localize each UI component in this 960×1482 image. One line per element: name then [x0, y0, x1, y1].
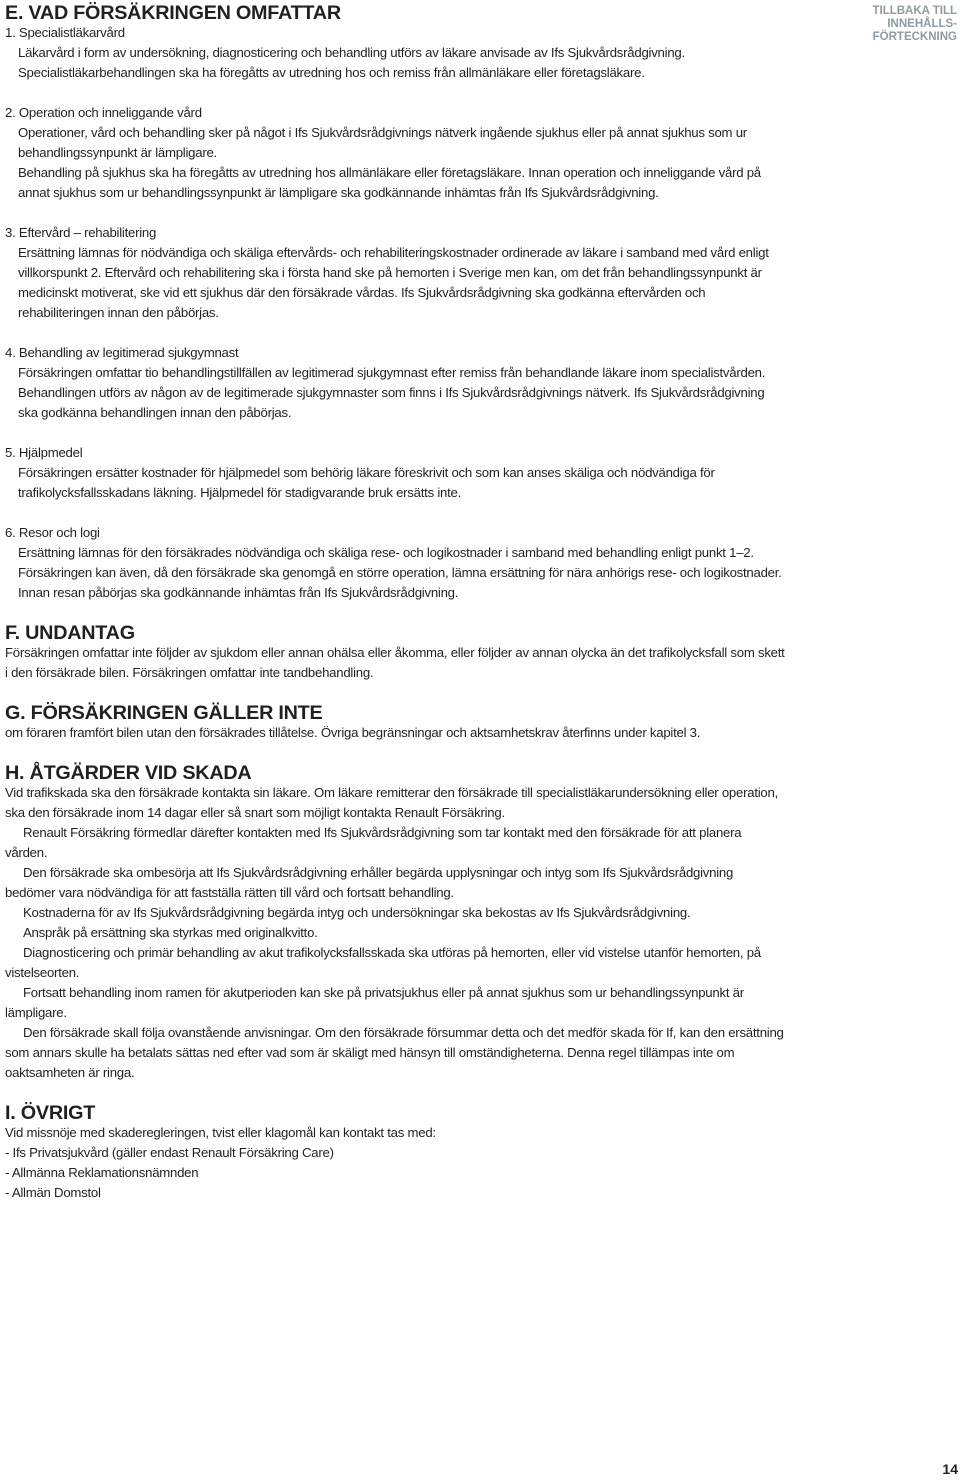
page-number: 14 — [942, 1461, 958, 1477]
back-to-toc-line3: FÖRTECKNING — [872, 31, 957, 43]
back-to-toc-link[interactable] — [867, 5, 957, 44]
paragraph: Renault Försäkring förmedlar därefter kontakten med Ifs Sjukvårdsrådgivning som tar kontakt med den försäkrade för att planera vården. — [5, 825, 742, 860]
subsection-travel — [5, 523, 785, 603]
paragraph: om föraren framfört bilen utan den försäkrades tillåtelse. Övriga begränsningar och aktsamhetskrav återfinns under kapitel 3. — [5, 725, 701, 740]
section-h — [5, 763, 785, 1083]
section-e — [5, 3, 785, 603]
paragraph: Läkarvård i form av undersökning, diagnosticering och behandling utförs av läkare anvisade av Ifs Sjukvårdsrådgivning. — [18, 45, 685, 60]
paragraph: Specialistläkarbehandlingen ska ha föregåtts av utredning hos och remiss från allmänläkare eller företagsläkare. — [18, 65, 645, 80]
subsection-title: 6. Resor och logi — [5, 525, 100, 540]
section-f-heading: F. UNDANTAG — [5, 622, 135, 644]
paragraph: Den försäkrade skall följa ovanstående anvisningar. Om den försäkrade försummar detta och det medför skada för If, kan den ersättning som annars skulle ha betalats sättas ned efter vad som är skäligt med hänsyn till omständigheterna. Denna regel tillämpas inte om oaktsamheten är ringa. — [5, 1025, 784, 1080]
list-item: - Allmänna Reklamationsnämnden — [5, 1165, 199, 1180]
subsection-physiotherapy — [5, 343, 785, 423]
subsection-operation — [5, 103, 785, 203]
section-i-heading: I. ÖVRIGT — [5, 1102, 96, 1124]
subsection-aftercare — [5, 223, 785, 323]
paragraph: Operationer, vård och behandling sker på något i Ifs Sjukvårdsrådgivnings nätverk ingående sjukhus eller på annat sjukhus som ur behandlingssynpunkt är lämpligare. — [18, 125, 747, 160]
subsection-title: 5. Hjälpmedel — [5, 445, 83, 460]
list-item: - Ifs Privatsjukvård (gäller endast Renault Försäkring Care) — [5, 1145, 334, 1160]
subsection-title: 3. Eftervård – rehabilitering — [5, 225, 157, 240]
paragraph: Försäkringen omfattar inte följder av sjukdom eller annan ohälsa eller åkomma, eller följder av annan olycka än det trafikolycksfall som skett i den försäkrade bilen. Försäkringen omfattar inte tandbehandling. — [5, 645, 785, 680]
paragraph: Vid trafikskada ska den försäkrade kontakta sin läkare. Om läkare remitterar den försäkrade till specialistläkarundersökning eller operation, ska den försäkrade inom 14 dagar eller så snart som möjligt kontakta Renault Försäkring. — [5, 785, 779, 820]
back-to-toc-line1: TILLBAKA TILL — [872, 5, 957, 17]
paragraph: Ersättning lämnas för den försäkrades nödvändiga och skäliga rese- och logikostnader i samband med behandling enligt punkt 1–2. Försäkringen kan även, då den försäkrade ska genomgå en större operation, lämna ersättning för nära anhörigs rese- och logikostnader. Innan resan påbörjas ska godkännande inhämtas från Ifs Sjukvårdsrådgivning. — [18, 545, 782, 600]
section-i — [5, 1103, 785, 1203]
paragraph: Försäkringen ersätter kostnader för hjälpmedel som behörig läkare föreskrivit och som kan anses skäliga och nödvändiga för trafikolycksfallsskadans läkning. Hjälpmedel för stadigvarande bruk ersätts inte. — [18, 465, 715, 500]
document-body — [5, 3, 785, 1223]
section-f — [5, 623, 785, 683]
paragraph: Behandling på sjukhus ska ha föregåtts av utredning hos allmänläkare eller företagsläkare. Innan operation och inneliggande vård på annat sjukhus som ur behandlingssynpunkt är lämpligare ska godkännande inhämtas från Ifs Sjukvårdsrådgivning. — [18, 165, 761, 200]
paragraph: Den försäkrade ska ombesörja att Ifs Sjukvårdsrådgivning erhåller begärda upplysningar och intyg som Ifs Sjukvårdsrådgivning bedömer vara nödvändiga för att fastställa rätten till vård och fortsatt behandling. — [5, 865, 734, 900]
paragraph: Försäkringen omfattar tio behandlingstillfällen av legitimerad sjukgymnast efter remiss från behandlande läkare inom specialistvården. Behandlingen utförs av någon av de legitimerade sjukgymnaster som finns i Ifs Sjukvårdsrådgivnings nätverk. Ifs Sjukvårdsrådgivning ska godkänna behandlingen innan den påbörjas. — [18, 365, 766, 420]
section-g — [5, 703, 785, 743]
paragraph: Kostnaderna för av Ifs Sjukvårdsrådgivning begärda intyg och undersökningar ska bekostas av Ifs Sjukvårdsrådgivning. — [23, 905, 691, 920]
paragraph: Anspråk på ersättning ska styrkas med originalkvitto. — [23, 925, 318, 940]
subsection-title: 1. Specialistläkarvård — [5, 25, 125, 40]
paragraph: Ersättning lämnas för nödvändiga och skäliga eftervårds- och rehabiliteringskostnader ordinerade av läkare i samband med vård enligt villkorspunkt 2. Eftervård och rehabilitering ska i första hand ske på hemorten i Sverige men kan, om det från behandlingssynpunkt är medicinskt motiverat, ske vid ett sjukhus där den försäkrade vårdas. Ifs Sjukvårdsrådgivning ska godkänna eftervården och rehabiliteringen innan den påbörjas. — [18, 245, 769, 320]
subsection-aids — [5, 443, 785, 503]
paragraph: Vid missnöje med skaderegleringen, tvist eller klagomål kan kontakt tas med: — [5, 1125, 436, 1140]
subsection-specialist-care — [5, 23, 785, 83]
paragraph: Fortsatt behandling inom ramen för akutperioden kan ske på privatsjukhus eller på annat sjukhus som ur behandlingssynpunkt är lämpligare. — [5, 985, 744, 1020]
section-g-heading: G. FÖRSÄKRINGEN GÄLLER INTE — [5, 702, 323, 724]
subsection-title: 4. Behandling av legitimerad sjukgymnast — [5, 345, 239, 360]
paragraph: Diagnosticering och primär behandling av akut trafikolycksfallsskada ska utföras på hemorten, eller vid vistelse utanför hemorten, på vistelseorten. — [5, 945, 761, 980]
subsection-title: 2. Operation och inneliggande vård — [5, 105, 202, 120]
back-to-toc-line2: INNEHÅLLS- — [887, 18, 957, 30]
list-item: - Allmän Domstol — [5, 1185, 101, 1200]
section-e-heading: E. VAD FÖRSÄKRINGEN OMFATTAR — [5, 2, 341, 24]
section-h-heading: H. ÅTGÄRDER VID SKADA — [5, 762, 252, 784]
